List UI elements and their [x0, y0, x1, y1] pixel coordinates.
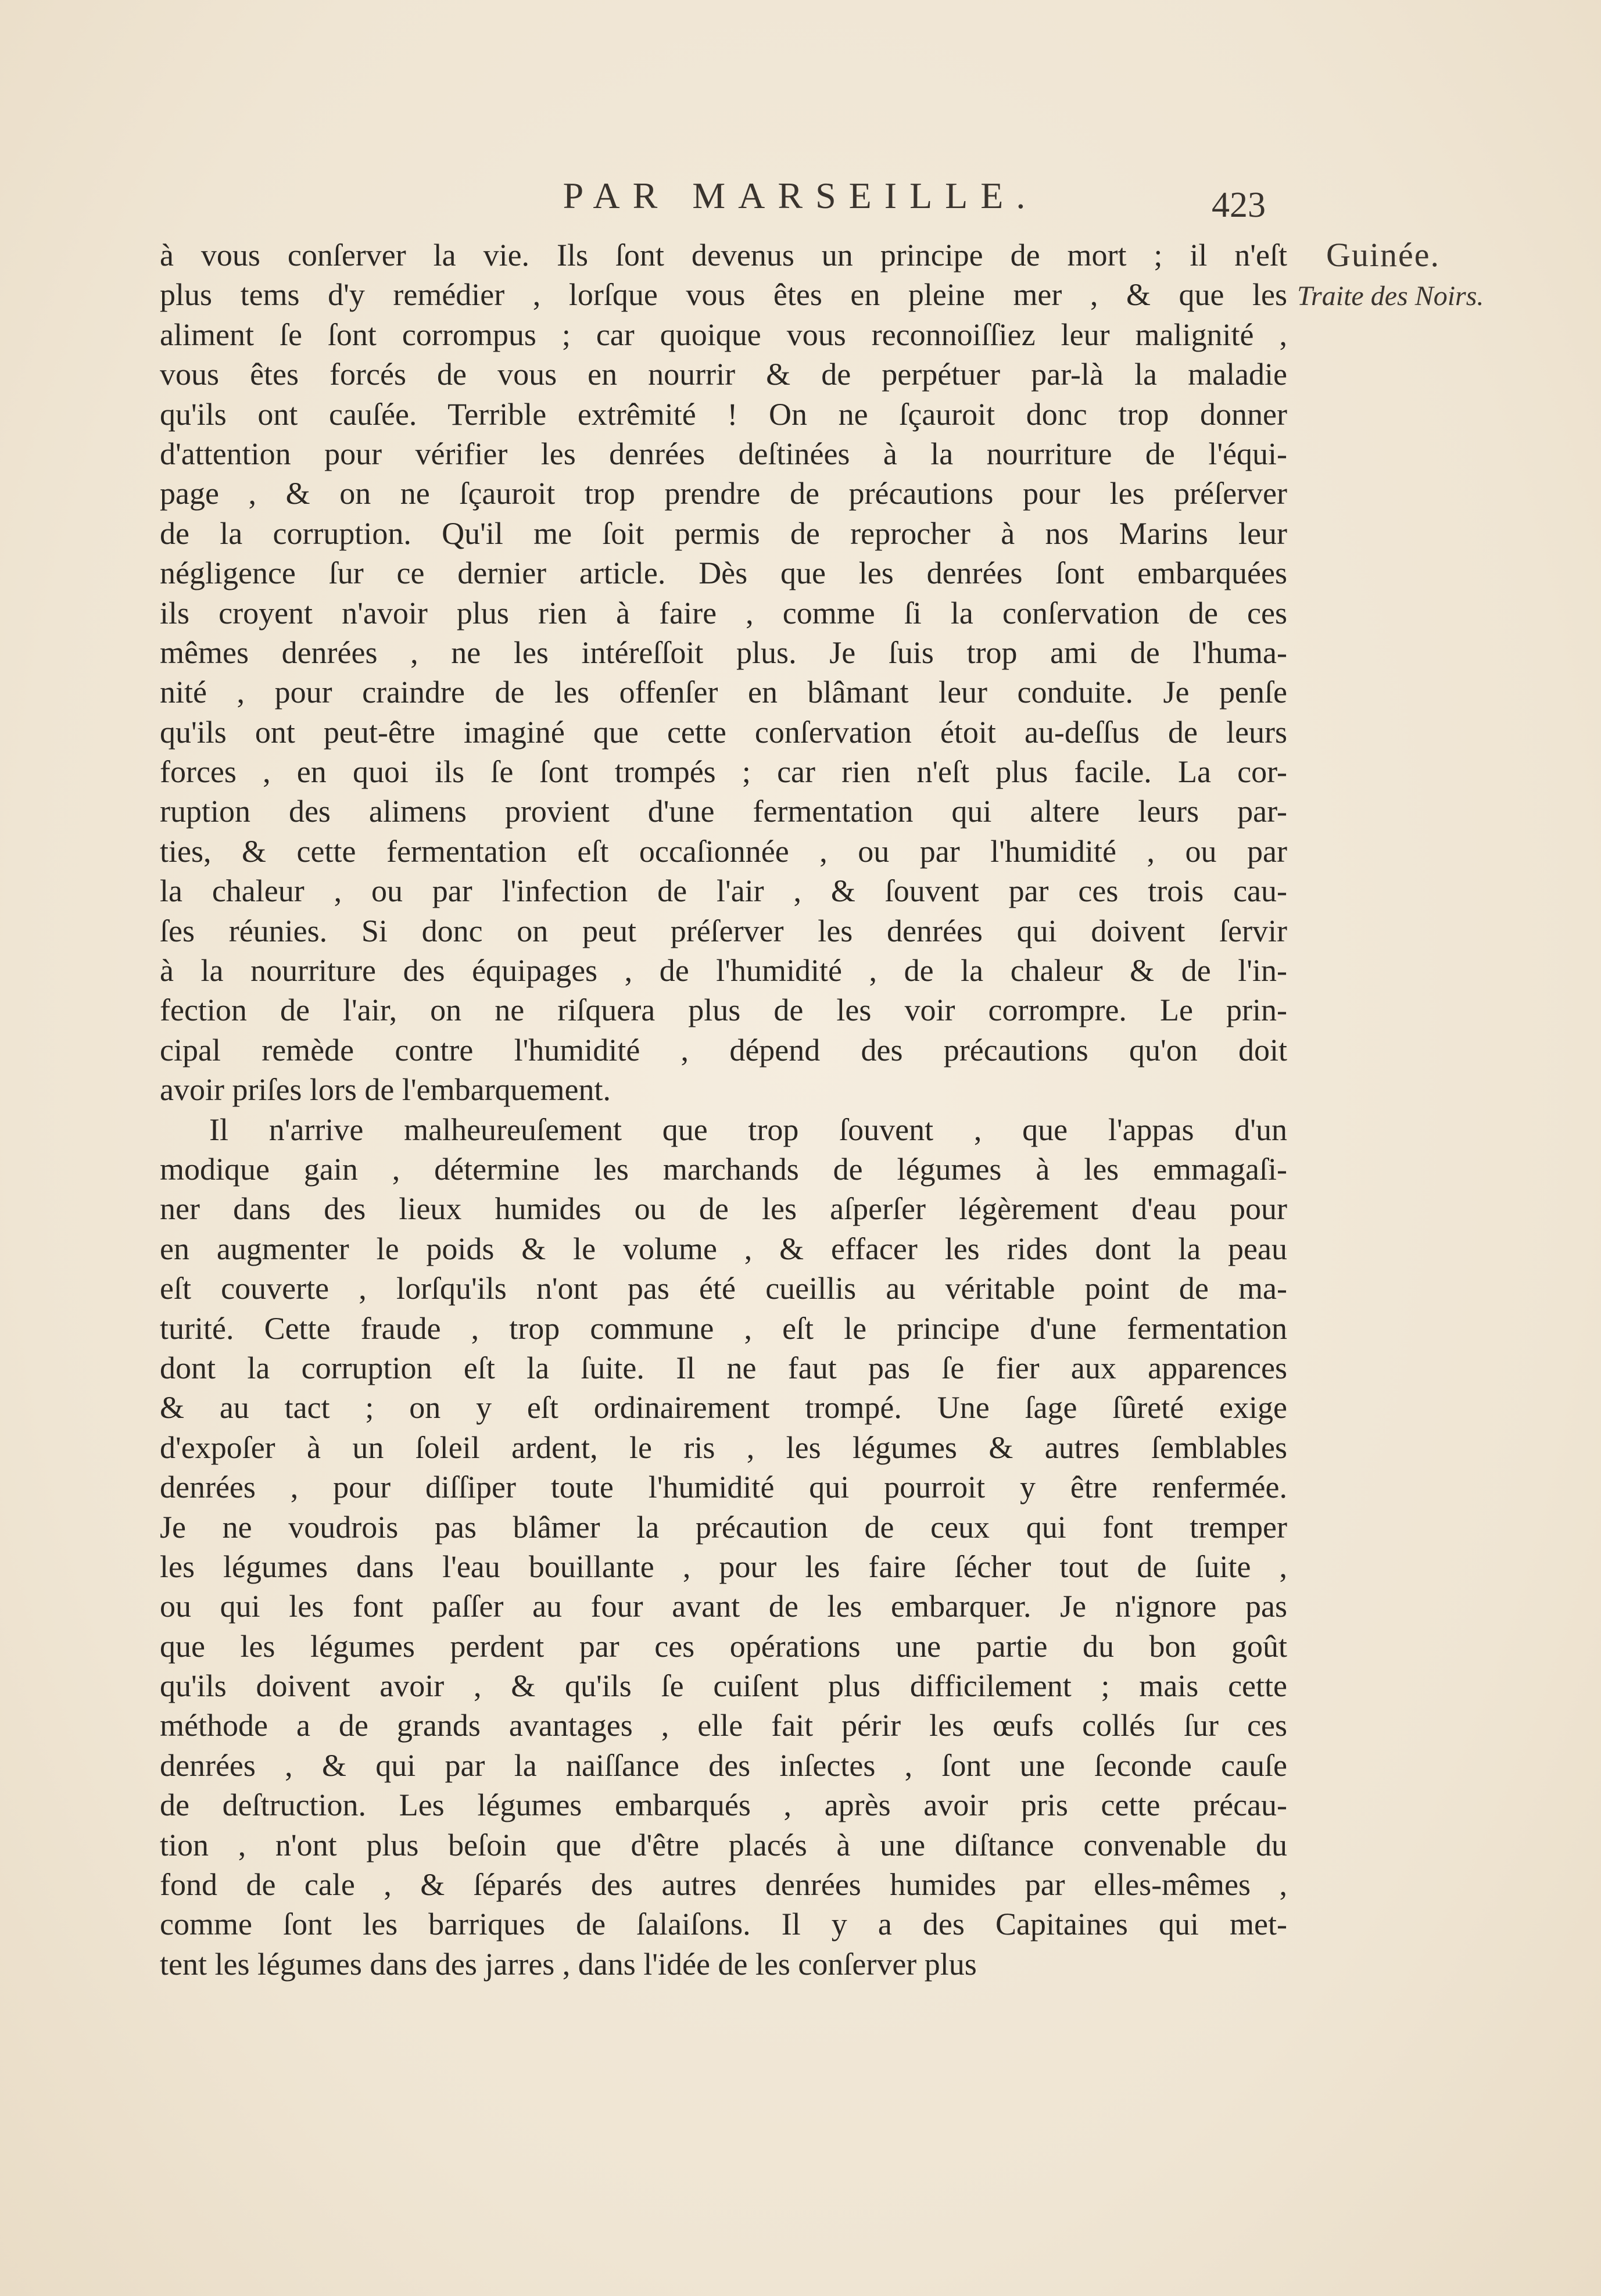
text-line: cipal remède contre l'humidité , dépend des précautions qu'on doit	[160, 1032, 1287, 1068]
text-line: à vous conſerver la vie. Ils ſont devenus un principe de mort ; il n'eſt	[160, 238, 1287, 273]
text-line: dont la corruption eſt la ſuite. Il ne faut pas ſe fier aux apparences	[160, 1350, 1287, 1385]
text-line: denrées , & qui par la naiſſance des inſectes , ſont une ſeconde cauſe	[160, 1747, 1287, 1783]
paragraph	[160, 1110, 1287, 1985]
text-line: qu'ils doivent avoir , & qu'ils ſe cuiſent plus difficilement ; mais cette	[160, 1668, 1287, 1704]
text-line: ruption des alimens provient d'une fermentation qui altere leurs par-	[160, 794, 1287, 829]
text-line: d'expoſer à un ſoleil ardent, le ris , les légumes & autres ſemblables	[160, 1430, 1287, 1465]
text-line: ou qui les font paſſer au four avant de les embarquer. Je n'ignore pas	[160, 1589, 1287, 1624]
text-line: d'attention pour vérifier les denrées deſtinées à la nourriture de l'équi-	[160, 436, 1287, 471]
text-line: à la nourriture des équipages , de l'humidité , de la chaleur & de l'in-	[160, 953, 1287, 988]
text-line: tent les légumes dans des jarres , dans l'idée de les conſerver plus	[160, 1946, 977, 1982]
text-line: fond de cale , & ſéparés des autres denrées humides par elles-mêmes ,	[160, 1867, 1287, 1903]
body-text	[160, 235, 1287, 1984]
text-line: turité. Cette fraude , trop commune , eſt le principe d'une fermentation	[160, 1310, 1287, 1346]
text-line: méthode a de grands avantages , elle fait périr les œufs collés ſur ces	[160, 1708, 1287, 1743]
text-line: avoir priſes lors de l'embarquement.	[160, 1072, 611, 1108]
text-line: tion , n'ont plus beſoin que d'être placés à une diſtance convenable du	[160, 1827, 1287, 1862]
text-line: les légumes dans l'eau bouillante , pour les faire ſécher tout de ſuite ,	[160, 1549, 1287, 1584]
text-line: Je ne voudrois pas blâmer la précaution de ceux qui font tremper	[160, 1509, 1287, 1545]
text-line: & au tact ; on y eſt ordinairement trompé. Une ſage ſûreté exige	[160, 1390, 1287, 1425]
text-line: vous êtes forcés de vous en nourrir & de perpétuer par-là la maladie	[160, 357, 1287, 392]
text-line: la chaleur , ou par l'infection de l'air , & ſouvent par ces trois cau-	[160, 873, 1287, 909]
text-line: page , & on ne ſçauroit trop prendre de précautions pour les préſerver	[160, 476, 1287, 511]
text-line: forces , en quoi ils ſe ſont trompés ; car rien n'eſt plus facile. La cor-	[160, 754, 1287, 790]
text-line: plus tems d'y remédier , lorſque vous êtes en pleine mer , & que les	[160, 277, 1287, 313]
text-line: de deſtruction. Les légumes embarqués , après avoir pris cette précau-	[160, 1788, 1287, 1823]
text-line: de la corruption. Qu'il me ſoit permis de reprocher à nos Marins leur	[160, 515, 1287, 551]
text-line: denrées , pour diſſiper toute l'humidité qui pourroit y être renfermée.	[160, 1470, 1287, 1505]
text-line: qu'ils ont cauſée. Terrible extrêmité ! On ne ſçauroit donc trop donner	[160, 396, 1287, 432]
text-line: aliment ſe ſont corrompus ; car quoique vous reconnoiſſiez leur malignité ,	[160, 317, 1287, 352]
text-line: ils croyent n'avoir plus rien à faire , comme ſi la conſervation de ces	[160, 595, 1287, 631]
text-line: ner dans des lieux humides ou de les aſperſer légèrement d'eau pour	[160, 1191, 1287, 1227]
margin-note-traite: Traite des Noirs.	[1297, 281, 1484, 311]
text-line: qu'ils ont peut-être imaginé que cette conſervation étoit au-deſſus de leurs	[160, 714, 1287, 750]
running-head: PAR MARSEILLE.	[563, 175, 1038, 216]
text-line: fection de l'air, on ne riſquera plus de les voir corrompre. Le prin-	[160, 993, 1287, 1028]
paragraph	[160, 235, 1287, 1110]
text-line: ſes réunies. Si donc on peut préſerver les denrées qui doivent ſervir	[160, 913, 1287, 948]
text-line: modique gain , détermine les marchands de légumes à les emmagaſi-	[160, 1151, 1287, 1187]
text-line: nité , pour craindre de les offenſer en blâmant leur conduite. Je penſe	[160, 675, 1287, 710]
text-line: que les légumes perdent par ces opérations une partie du bon goût	[160, 1628, 1287, 1664]
text-line: Il n'arrive malheureuſement que trop ſouvent , que l'appas d'un	[209, 1112, 1287, 1147]
text-line: mêmes denrées , ne les intéreſſoit plus. Je ſuis trop ami de l'huma-	[160, 635, 1287, 670]
text-line: négligence ſur ce dernier article. Dès que les denrées ſont embarquées	[160, 556, 1287, 591]
text-line: en augmenter le poids & le volume , & effacer les rides dont la peau	[160, 1231, 1287, 1266]
text-line: ties, & cette fermentation eſt occaſionnée , ou par l'humidité , ou par	[160, 833, 1287, 869]
page-number: 423	[1212, 185, 1266, 225]
text-line: eſt couverte , lorſqu'ils n'ont pas été cueillis au véritable point de ma-	[160, 1271, 1287, 1306]
text-line: comme ſont les barriques de ſalaiſons. Il y a des Capitaines qui met-	[160, 1907, 1287, 1942]
margin-note-guinee: Guinée.	[1326, 236, 1440, 274]
